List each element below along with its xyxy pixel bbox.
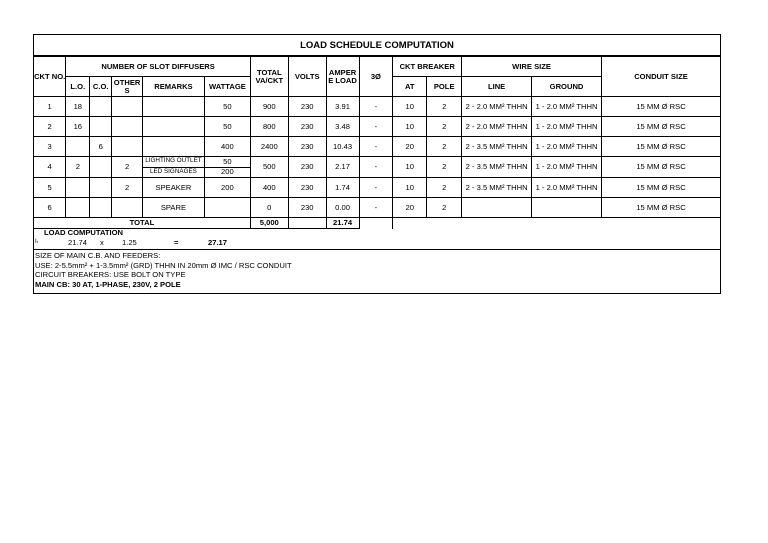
load-computation [34,227,720,250]
ampere-cell: 3.48 [326,117,359,137]
pole-cell: 2 [427,178,462,198]
ckt-cell: 6 [34,198,66,218]
total-va: 5,000 [250,218,288,229]
note-line-3: CIRCUIT BREAKERS: USE BOLT ON TYPE [35,270,186,279]
total-va-cell: 800 [250,117,288,137]
header-three-phase: 3Ø [359,57,393,97]
volts-cell: 230 [288,117,326,137]
load-schedule-sheet [33,34,721,294]
at-cell: 10 [393,178,427,198]
line-cell [462,198,532,218]
wattage-bottom: 200 [221,167,234,177]
ckt-cell: 4 [34,157,66,178]
computation-result: 27.17 [208,238,228,247]
ckt-cell: 5 [34,178,66,198]
table-row [34,137,720,157]
table-row [34,198,720,218]
load-computation-title: LOAD COMPUTATION [44,228,124,237]
computation-factor: 1.25 [122,238,137,247]
remarks-cell [142,117,204,137]
phase-cell: - [359,97,393,117]
current-symbol: Iₜ [35,239,39,245]
remarks-cell: SPEAKER [142,178,204,198]
computation-equals: = [174,238,179,247]
header-ckt-breaker: CKT BREAKER [393,57,462,77]
lo-cell [66,137,90,157]
header-slot-diffusers: NUMBER OF SLOT DIFFUSERS [66,57,251,77]
wattage-cell [204,157,250,178]
remarks-led-signages: LED SIGNAGES [149,167,197,175]
at-cell: 10 [393,97,427,117]
header-wattage: WATTAGE [204,77,250,97]
total-ampere: 21.74 [326,218,359,229]
remarks-cell [142,137,204,157]
others-cell: 2 [112,157,143,178]
ckt-cell: 3 [34,137,66,157]
lo-cell: 16 [66,117,90,137]
header-conduit-size: CONDUIT SIZE [602,57,721,97]
line-cell: 2 - 3.5 MM² THHN [462,157,532,178]
header-pole: POLE [427,77,462,97]
total-va-cell: 0 [250,198,288,218]
volts-cell: 230 [288,198,326,218]
conduit-cell: 15 MM Ø RSC [602,157,721,178]
load-schedule-table [34,56,720,229]
at-cell: 20 [393,137,427,157]
co-cell [90,198,112,218]
ampere-cell: 2.17 [326,157,359,178]
wattage-top: 50 [205,157,250,168]
pole-cell: 2 [427,137,462,157]
lo-cell [66,178,90,198]
computation-times: x [100,238,104,247]
header-ampere-load: AMPERE LOAD [326,57,359,97]
header-ckt-no: CKT NO. [34,57,66,97]
total-va-cell: 2400 [250,137,288,157]
conduit-cell: 15 MM Ø RSC [602,137,721,157]
ground-cell: 1 - 2.0 MM² THHN [532,97,602,117]
line-cell: 2 - 2.0 MM² THHN [462,97,532,117]
note-line-2: USE: 2-5.5mm² + 1-3.5mm² (GRD) THHN IN 20mm Ø IMC / RSC CONDUIT [35,260,292,270]
volts-cell: 230 [288,178,326,198]
ampere-cell: 1.74 [326,178,359,198]
others-cell: 2 [112,178,143,198]
table-row [34,97,720,117]
total-label: TOTAL [34,218,250,229]
remarks-lighting-outlet: LIGHTING OUTLET [143,157,204,168]
wattage-cell: 50 [204,117,250,137]
ampere-cell: 10.43 [326,137,359,157]
sheet-title: LOAD SCHEDULE COMPUTATION [34,35,720,56]
phase-cell: - [359,157,393,178]
table-row [34,178,720,198]
header-others: OTHERS [112,77,143,97]
header-lo: L.O. [66,77,90,97]
total-va-cell: 400 [250,178,288,198]
wattage-cell: 400 [204,137,250,157]
others-cell [112,198,143,218]
phase-cell: - [359,117,393,137]
pole-cell: 2 [427,198,462,218]
volts-cell: 230 [288,137,326,157]
lo-cell: 2 [66,157,90,178]
pole-cell: 2 [427,117,462,137]
ckt-cell: 1 [34,97,66,117]
ampere-cell: 0.00 [326,198,359,218]
co-cell [90,178,112,198]
co-cell: 6 [90,137,112,157]
wattage-cell: 50 [204,97,250,117]
note-line-1: SIZE OF MAIN C.B. AND FEEDERS: [35,251,161,260]
computation-value: 21.74 [68,238,88,247]
conduit-cell: 15 MM Ø RSC [602,178,721,198]
conduit-cell: 15 MM Ø RSC [602,198,721,218]
wattage-cell [204,198,250,218]
volts-cell: 230 [288,157,326,178]
lo-cell [66,198,90,218]
phase-cell: - [359,137,393,157]
co-cell [90,117,112,137]
ampere-cell: 3.91 [326,97,359,117]
note-line-4: MAIN CB: 30 AT, 1-PHASE, 230V, 2 POLE [35,279,181,289]
phase-cell: - [359,178,393,198]
co-cell [90,157,112,178]
volts-cell: 230 [288,97,326,117]
ground-cell: 1 - 2.0 MM² THHN [532,137,602,157]
table-row [34,157,720,178]
total-va-cell: 500 [250,157,288,178]
pole-cell: 2 [427,97,462,117]
others-cell [112,137,143,157]
ground-cell: 1 - 2.0 MM² THHN [532,157,602,178]
feeder-notes [34,251,721,289]
others-cell [112,117,143,137]
conduit-cell: 15 MM Ø RSC [602,117,721,137]
wattage-cell: 200 [204,178,250,198]
header-line: LINE [462,77,532,97]
table-row [34,117,720,137]
at-cell: 20 [393,198,427,218]
ground-cell [532,198,602,218]
phase-cell: - [359,198,393,218]
others-cell [112,97,143,117]
ground-cell: 1 - 2.0 MM² THHN [532,178,602,198]
remarks-cell [142,157,204,178]
line-cell: 2 - 2.0 MM² THHN [462,117,532,137]
header-co: C.O. [90,77,112,97]
header-total-va: TOTAL VA/CKT [250,57,288,97]
remarks-cell: SPARE [142,198,204,218]
header-at: AT [393,77,427,97]
conduit-cell: 15 MM Ø RSC [602,97,721,117]
total-va-cell: 900 [250,97,288,117]
header-remarks: REMARKS [142,77,204,97]
remarks-cell [142,97,204,117]
header-volts: VOLTS [288,57,326,97]
at-cell: 10 [393,157,427,178]
co-cell [90,97,112,117]
line-cell: 2 - 3.5 MM² THHN [462,178,532,198]
line-cell: 2 - 3.5 MM² THHN [462,137,532,157]
pole-cell: 2 [427,157,462,178]
lo-cell: 18 [66,97,90,117]
header-ground: GROUND [532,77,602,97]
ground-cell: 1 - 2.0 MM² THHN [532,117,602,137]
header-wire-size: WIRE SIZE [462,57,602,77]
at-cell: 10 [393,117,427,137]
ckt-cell: 2 [34,117,66,137]
